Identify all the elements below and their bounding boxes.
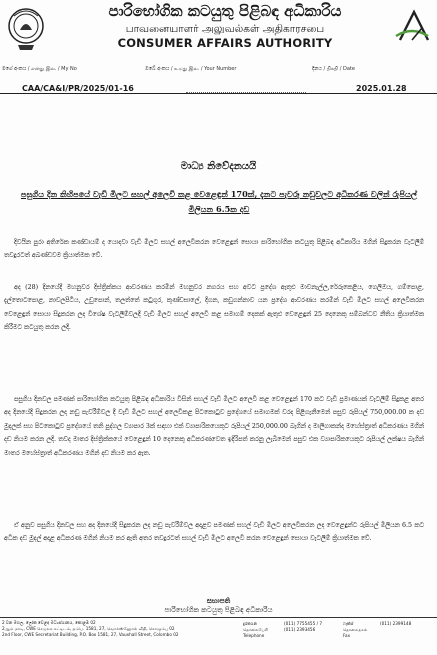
paragraph-4: ඒ අනුව පසුගිය දිනවල සහ අද දිනයේදී සිදුකරන ලද නඩු පැවරීම්වල අදාළව පමණක් සහල් වැඩි මිලට අලෙවිකරන ලද වෙළෙඳුන්ට රුපියල් මිලියන 6.5 කට අධික දඩ මුදල් අදාළ අධිකරණ මගින් නියම කර ඇති අතර තවදුරටත් සහල් වැඩි මිලට අලෙවි කරන වෙළෙඳුන් සොයා වැටලීම් ක්‍රියාත්මක වේ. (4, 522, 424, 543)
telephone-numbers: (011) 7755455 / 7 (011) 2393456 (284, 621, 322, 632)
footer-divider (0, 617, 437, 618)
paragraph-2: අද (28) දිනයේදී මහනුවර දිස්ත්‍රික්කය ආවරණය කරමින් මහනුවර නගරය සහ අවට ප්‍රදේශ ඇතුළු මාවනැල්ල,රේරුකෙළිය, ගෙලිඔය, ගම්පොළ, දැල්තොටපොළ, නාවලපිටිය, උඩුපොන්, තලත්තේ කටුගුර, කුණ්ඩසාලේ, දිගන, කඩුගන්නාව යන ප්‍රදේශ ආවරණය කරමින් වැඩි මිලට සහල් අලෙවිකරන වෙළෙඳුන් සොයා සිදුකරන ලද විශේෂ වැටලීම්වලදී වැඩි මිලට සහල් අලෙවි කළ සමාගම් දෙකක් ඇතුළු වෙළෙඳුන් 25 දෙනෙකු සම්බන්ධව නීතිය ක්‍රියාත්මක කිරීමට කටයුතු කරන ලදී. (4, 284, 424, 332)
fax-number: (011) 2399148 (380, 621, 412, 626)
org-name-tamil: பாவனையாளர் அலுவல்கள் அதிகாரசபை (125, 23, 325, 35)
date-label: දිනය / திகதி / Date (312, 66, 355, 72)
telephone-label: දුරකථන தொலைபேசி Telephone (243, 621, 268, 638)
signatory-organization: පාරිභෝගික කටයුතු පිළිබඳ අධිකාරිය (164, 606, 273, 614)
your-number-label: ඔබේ අංකය / உமது இல. / Your Number (145, 66, 237, 72)
letterhead-divider (0, 93, 437, 94)
address-english: 2nd Floor, CWE Secretariat Building, P.O. Box 1581, 27, Vauxhall Street, Colombo 02 (2, 632, 179, 637)
address-tamil: 2ஆம் மாடி, CWE செயலக கட்டிடம், த.பெ. 1581, 27, வொக்ஸ்ஹோல் வீதி, கொழும்பு 02 (2, 626, 175, 631)
fax-label: ෆැක්ස් தொலைநகல் Fax (343, 621, 368, 638)
caa-logo-icon (392, 6, 432, 46)
national-emblem-icon (6, 4, 46, 54)
headline: පසුගිය දින කිහිපයේ වැඩි මිලට සහල් අලෙවි කළ වෙළෙඳුන් 170ක්, දැනට පැවරූ නඩුවලට අධිකරණ වලින් රුපියල් මිලියන 6.5ක දඩ (20, 189, 418, 214)
date-value: 2025.01.28 (356, 84, 407, 93)
footer-address (2, 620, 237, 638)
media-release-title: මාධ්‍ය නිවේදනයයි (180, 161, 257, 172)
address-sinhala: 2 වන මහල, ලෝක වෙළඳ මධ්‍යස්ථානය, කොළඹ 02 (2, 620, 96, 625)
signatory-title: සභාපති (206, 596, 231, 605)
org-name-sinhala: පාරිභෝගික කටයුතු පිළිබඳ අධිකාරිය (108, 2, 342, 20)
org-name-english: CONSUMER AFFAIRS AUTHORITY (117, 36, 333, 50)
my-number-value: CAA/CA&I/PR/2025/01-16 (22, 84, 134, 93)
paragraph-1: දිවයින පුරා අතිරේක කණ්ඩායම් ද යොදවා වැඩි මිලට සහල් අලෙවිකරන වෙළෙඳුන් සොයා පාරිභෝගික කටයුතු පිළිබඳ අධිකාරිය මගින් සිදුකරන වැටලීම් තවදුරටත් අඛණ්ඩවම ක්‍රියාත්මක වේ. (4, 239, 424, 260)
paragraph-3: පසුගිය දිනවල පමණක් පාරිභෝගික කටයුතු පිළිබඳ අධිකාරිය විසින් සහල් වැඩි මිලට අලෙවි කළ වෙළෙඳුන් 170 කට වැඩි ප්‍රමාණයක් වැටලීම් සිදුකළ අතර අද දිනයේදී සිදුකරන ලද නඩු පැවරීම්වල දී වැඩි මිලට සහල් අලෙවිකළ පිටකොටුව ප්‍රදේශයේ සමාගමක් වරද පිළිගැනීමෙන් පසුව රුපියල් 750,000.00 ක දඩ මුදලක් සහ පිටකොටුව ප්‍රදේශයේ තනි පුද්ගල ව්‍යාපාර 3ක් සඳහා එක් ව්‍යාපාරිකයෙකුට රුපියල් 250,000.00 බැගින් ද මාලිගාකන්ද මහේස්ත්‍රාත් අධිකරණය මගින් දඩ නියම කරන ලදි. තවද මාතර දිස්ත්‍රික්කයේ වෙළෙඳුන් 10 දෙනෙකු අධිකරණවෙත ඉදිරිපත් කරනු ලැබීමෙන් පසුව එක ව්‍යාපාරිකයෙකුට රුපියල් ලක්ෂය බැගින් මාතර මහේස්ත්‍රාත් අධිකරණය මගින් දඩ නියම කර ඇත. (4, 396, 424, 457)
my-number-label: මගේ අංකය / எனது இல. / My No (2, 66, 77, 72)
